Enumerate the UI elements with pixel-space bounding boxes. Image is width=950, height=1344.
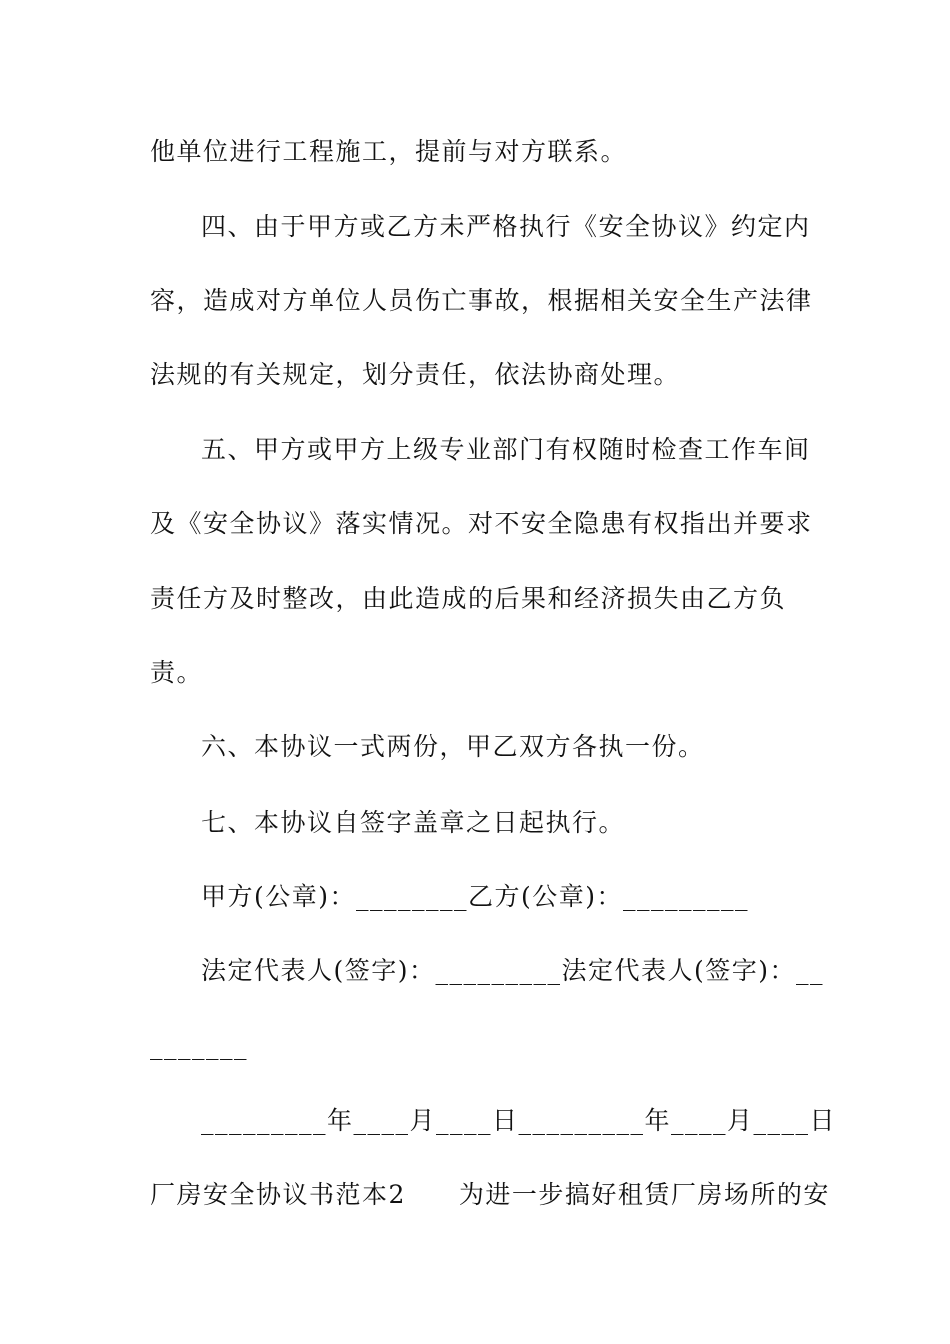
paragraph-line-4: 法规的有关规定，划分责任，依法协商处理。	[150, 360, 681, 389]
signature-date-line: _________年____月____日_________年____月____日	[201, 1106, 837, 1135]
paragraph-line-1: 他单位进行工程施工，提前与对方联系。	[150, 137, 628, 166]
paragraph-line-2: 四、由于甲方或乙方未严格执行《安全协议》约定内	[201, 212, 811, 241]
paragraph-line-7: 责任方及时整改，由此造成的后果和经济损失由乙方负	[150, 584, 787, 613]
signature-seal-line: 甲方(公章)：________乙方(公章)：_________	[201, 882, 750, 911]
signature-continuation-line: _______	[150, 1031, 248, 1060]
paragraph-line-5: 五、甲方或甲方上级专业部门有权随时检查工作车间	[201, 435, 811, 464]
signature-representative-line: 法定代表人(签字)：_________法定代表人(签字)：__	[201, 956, 825, 985]
next-section-heading-line: 厂房安全协议书范本2 为进一步搞好租赁厂房场所的安	[150, 1180, 830, 1209]
paragraph-line-6: 及《安全协议》落实情况。对不安全隐患有权指出并要求	[150, 509, 813, 538]
paragraph-line-9: 六、本协议一式两份，甲乙双方各执一份。	[201, 732, 705, 761]
paragraph-line-10: 七、本协议自签字盖章之日起执行。	[201, 808, 626, 837]
paragraph-line-8: 责。	[150, 658, 204, 687]
paragraph-line-3: 容，造成对方单位人员伤亡事故，根据相关安全生产法律	[150, 286, 813, 315]
